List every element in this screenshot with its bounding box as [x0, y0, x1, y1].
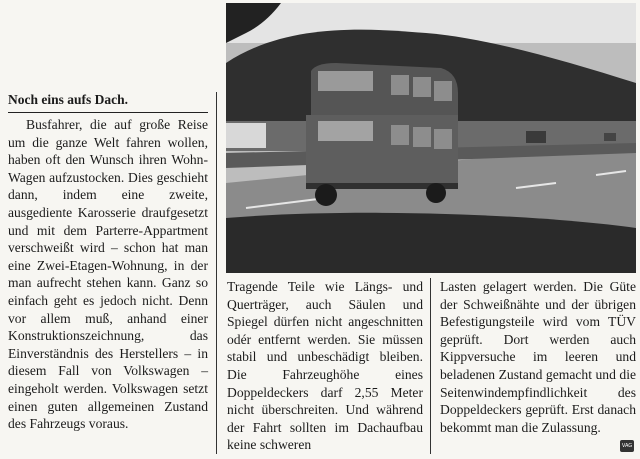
sidebar-divider — [216, 92, 217, 454]
photo-illustration — [226, 3, 636, 273]
article-heading: Noch eins aufs Dach. — [8, 92, 208, 113]
sidebar-article — [8, 92, 208, 433]
column-divider — [430, 278, 431, 454]
sidebar-body-text: Busfahrer, die auf große Reise um die ganze Welt fahren wollen, haben oft den Wunsch ihren Wohn-Wagen aufzustocken. Dies geschieht dann, indem eine zweite, ausgediente Karosserie draufgesetzt und mit dem Parterre-Appartment verschweißt wird – schon hat man eine Zwei-Etagen-Wohnung, in der man aufrecht stehen kann. Ganz so einfach geht es jedoch nicht. Denn vor allem muß, anhand einer Konstruktionszeichnung, das Einverständnis des Herstellers – in diesem Fall von Volkswagen – eingeholt werden. Volkswagen setzt einen guten allgemeinen Zustand des Fahrzeugs voraus. — [8, 117, 208, 432]
vag-logo: VAG — [620, 440, 634, 452]
column-1-text: Tragende Teile wie Längs- und Querträger, auch Säulen und Spiegel dürfen nicht angeschnitten odér entfernt werden. Sie müssen stabil und unbeschädigt bleiben. Die Fahrzeughöhe eines Doppeldeckers darf 2,55 Meter nicht überschreiten. Und während der Fahrt sollten im Dachaufbau keine schweren — [227, 279, 423, 453]
column-2-text: Lasten gelagert werden. Die Güte der Schweißnähte und der übrigen Befestigungsteile wird vom TÜV geprüft. Dort werden auch Kippversuche im leeren und beladenen Zustand gemacht und die Seitenwindempfindlichkeit des Doppeldeckers geprüft. Erst danach bekommt man die Zulassung. — [440, 279, 636, 435]
double-decker-bus-photo — [226, 3, 636, 273]
